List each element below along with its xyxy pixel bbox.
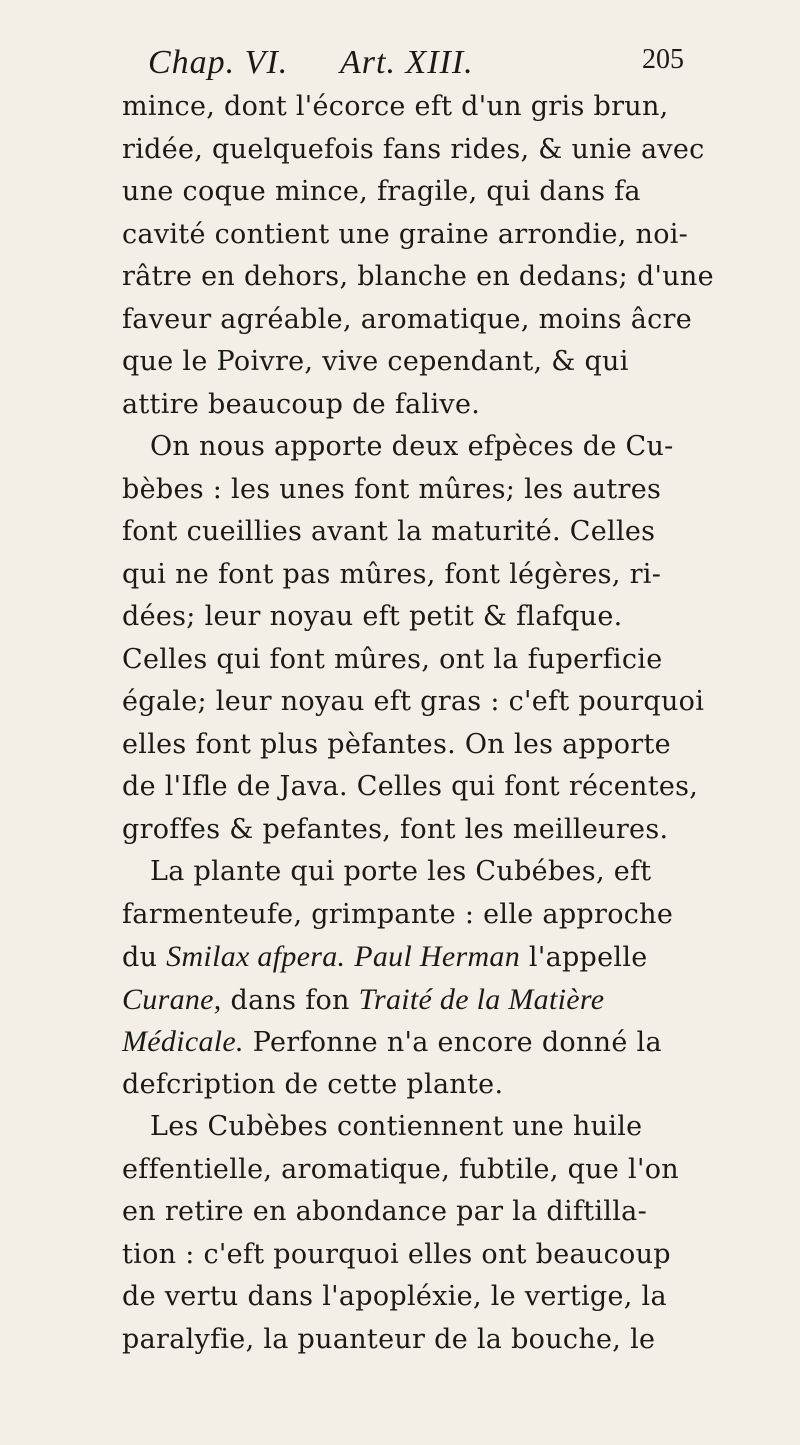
page-number: 205 bbox=[642, 44, 684, 75]
header-chapter: Chap. VI. bbox=[148, 44, 289, 81]
text-line: attire beaucoup de falive. bbox=[122, 388, 481, 420]
text-line: que le Poivre, vive cependant, & qui bbox=[122, 346, 629, 377]
header-article: Art. XIII. bbox=[340, 44, 474, 81]
text-line: tion : c'eft pourquoi elles ont beaucoup bbox=[122, 1238, 671, 1270]
text-line: égale; leur noyau eft gras : c'eft pourquoi bbox=[122, 686, 705, 717]
text-line: ridée, quelquefois fans rides, & unie avec bbox=[122, 133, 705, 165]
text-line: effentielle, aromatique, fubtile, que l'on bbox=[122, 1153, 679, 1185]
text-line: bèbes : les unes font mûres; les autres bbox=[122, 473, 662, 505]
text-run: du bbox=[122, 942, 158, 973]
text-line bbox=[122, 936, 714, 979]
text-line: cavité contient une graine arrondie, noi- bbox=[122, 218, 689, 250]
text-line: paralyfie, la puanteur de la bouche, le bbox=[122, 1323, 656, 1355]
text-line: Celles qui font mûres, ont la fuperficie bbox=[122, 643, 663, 675]
running-header bbox=[122, 44, 682, 90]
text-line bbox=[122, 979, 714, 1022]
page-body bbox=[122, 86, 714, 1361]
text-line: de l'Ifle de Java. Celles qui font récentes, bbox=[122, 771, 699, 802]
text-line: Les Cubèbes contiennent une huile bbox=[150, 1111, 643, 1142]
text-line: qui ne font pas mûres, font légères, ri- bbox=[122, 558, 662, 590]
text-line: râtre en dehors, blanche en dedans; d'une bbox=[122, 261, 714, 292]
text-line: faveur agréable, aromatique, moins âcre bbox=[122, 303, 693, 335]
text-line: une coque mince, fragile, qui dans fa bbox=[122, 176, 641, 207]
text-run: Perfonne n'a encore donné la bbox=[252, 1027, 662, 1058]
italic-run: Médicale. bbox=[122, 1025, 244, 1058]
text-run: dans fon bbox=[230, 984, 350, 1016]
text-line: de vertu dans l'apopléxie, le vertige, la bbox=[122, 1281, 667, 1312]
text-run: l'appelle bbox=[528, 942, 648, 973]
italic-run: Curane, bbox=[122, 982, 222, 1016]
italic-run: Paul Herman bbox=[354, 940, 521, 973]
text-line: dées; leur noyau eft petit & flafque. bbox=[122, 601, 623, 632]
text-line: mince, dont l'écorce eft d'un gris brun, bbox=[122, 91, 669, 122]
text-line: On nous apporte deux efpèces de Cu- bbox=[150, 431, 674, 462]
italic-run: Traité de la Matière bbox=[358, 982, 605, 1016]
text-line: en retire en abondance par la diftilla- bbox=[122, 1196, 647, 1227]
text-line: groffes & pefantes, font les meilleures. bbox=[122, 813, 669, 845]
text-line bbox=[122, 1021, 714, 1064]
italic-run: Smilax afpera. bbox=[166, 940, 346, 973]
text-line: defcription de cette plante. bbox=[122, 1068, 504, 1100]
text-line: La plante qui porte les Cubébes, eft bbox=[150, 856, 652, 887]
text-line: farmenteufe, grimpante : elle approche bbox=[122, 898, 674, 930]
text-line: elles font plus pèfantes. On les apporte bbox=[122, 728, 671, 760]
text-line: font cueillies avant la maturité. Celles bbox=[122, 516, 656, 547]
